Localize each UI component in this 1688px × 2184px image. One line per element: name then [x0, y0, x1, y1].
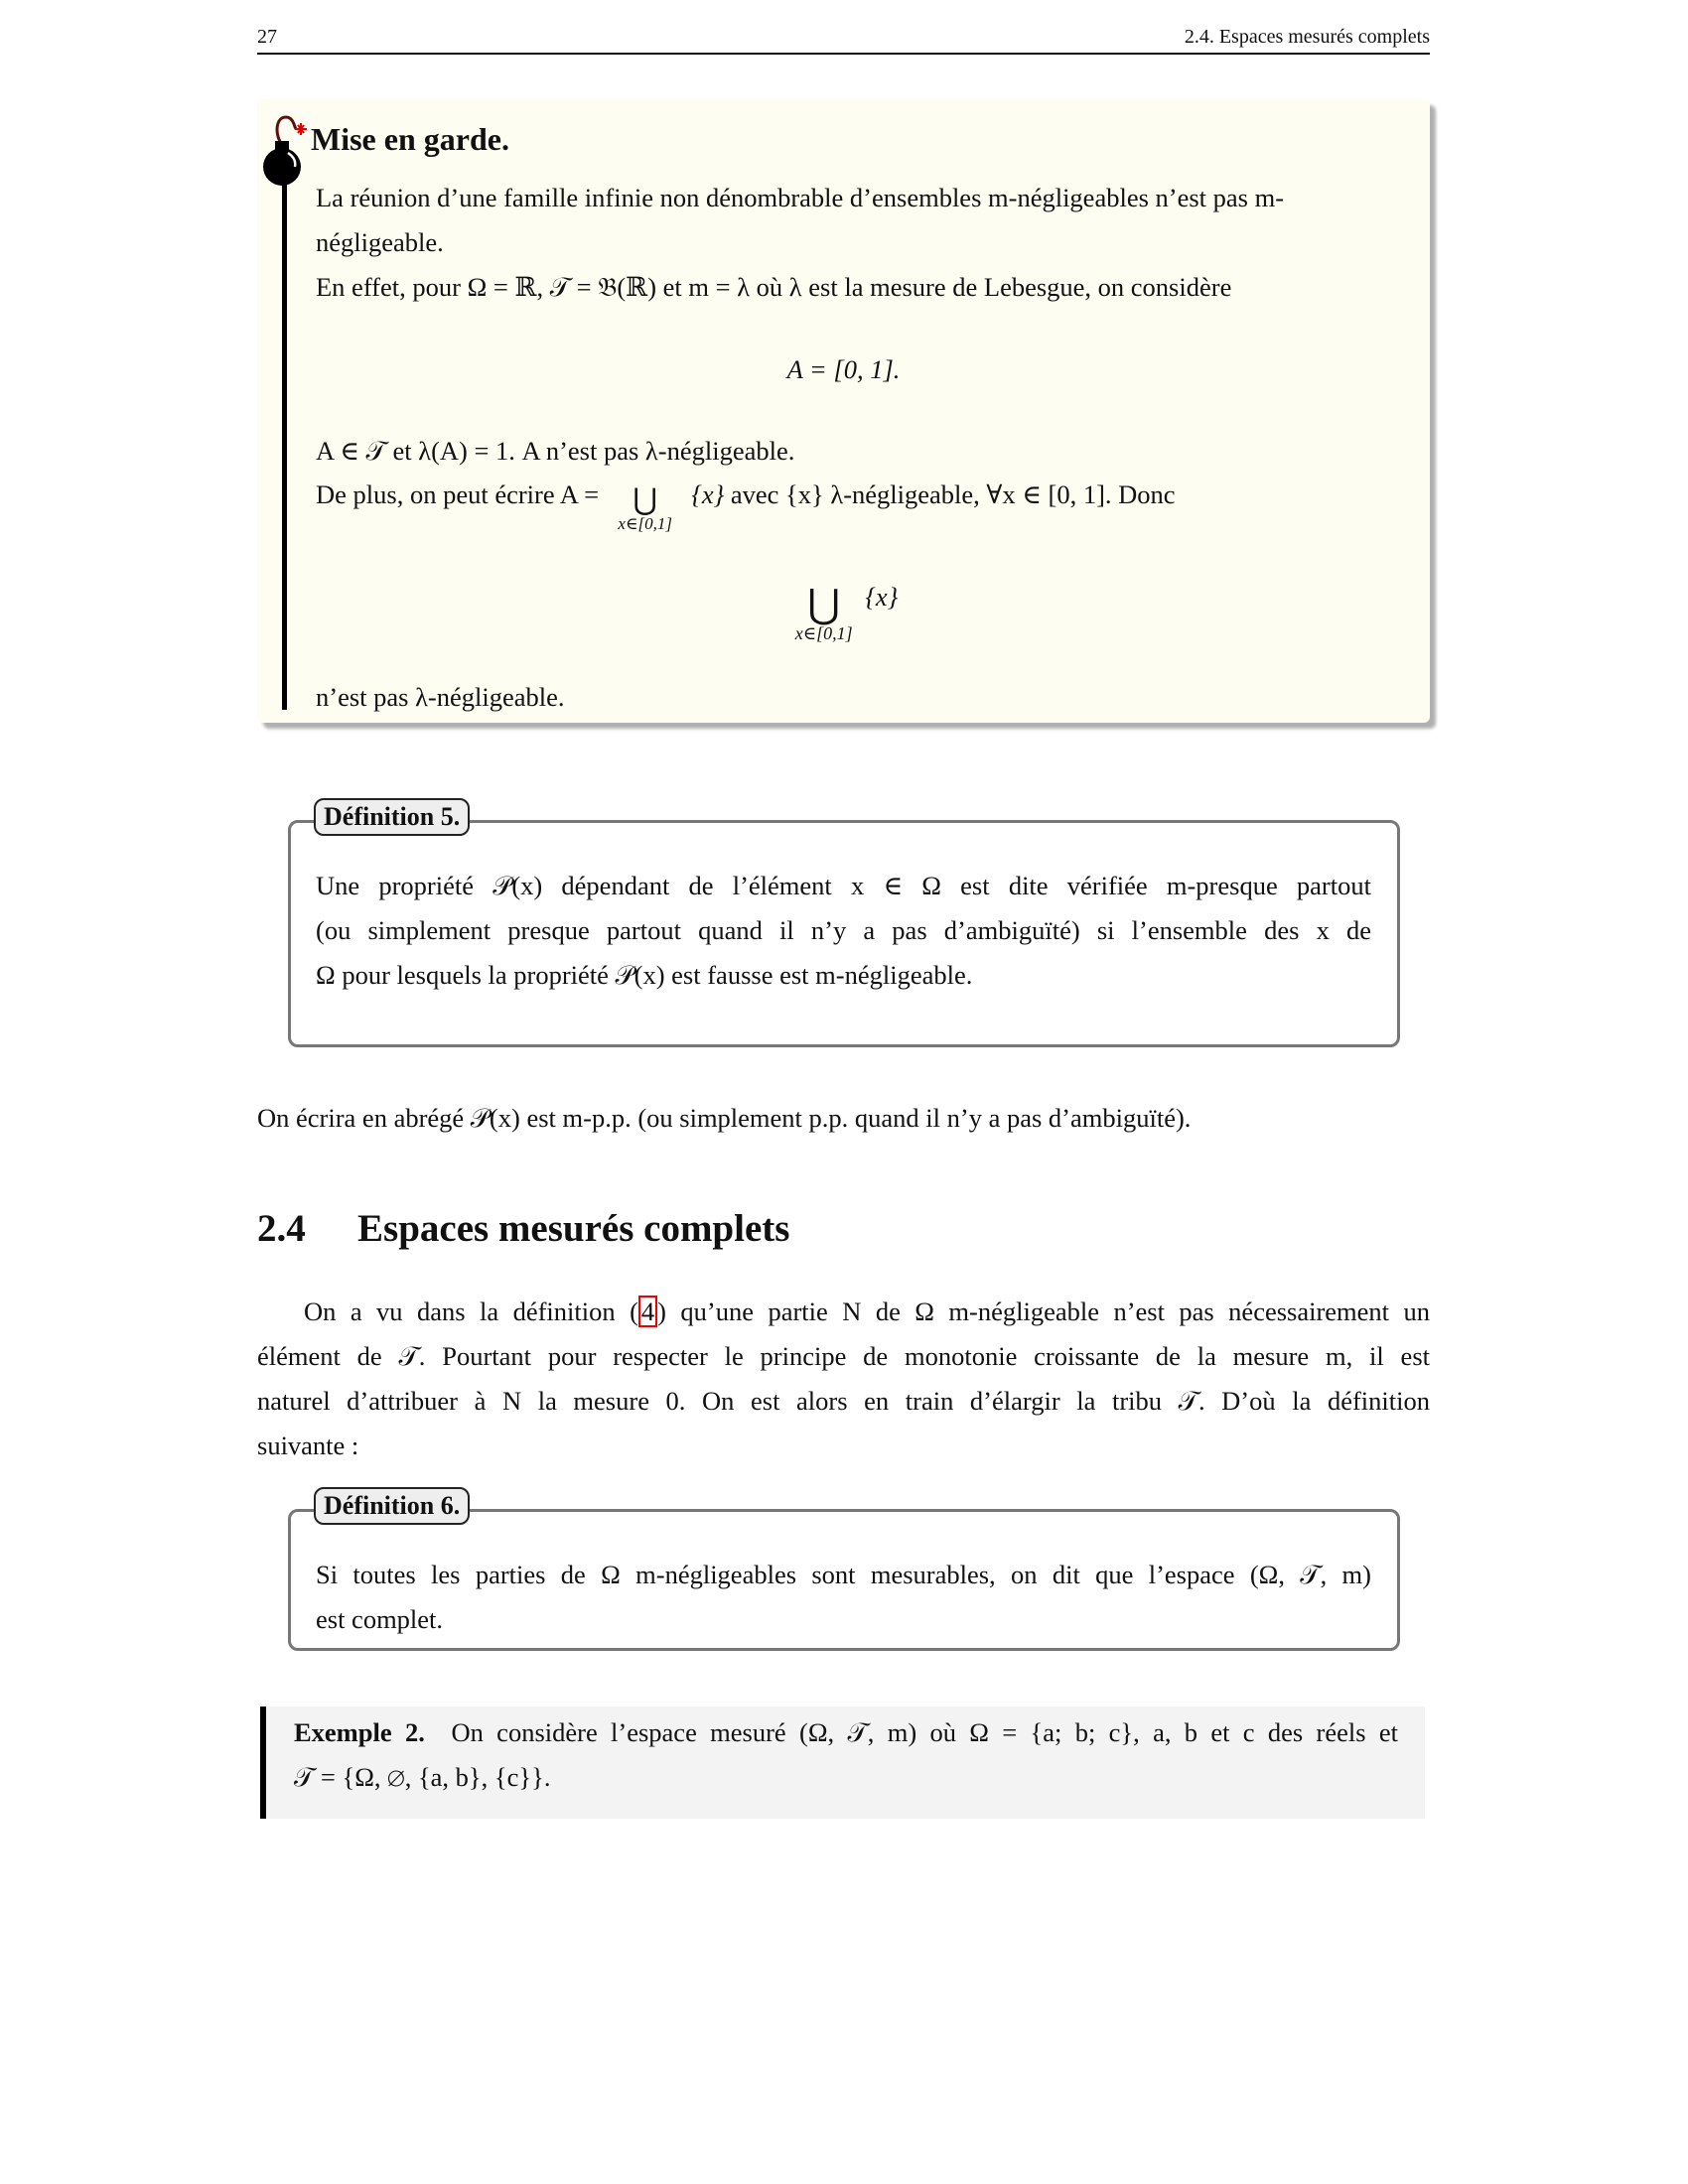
section-title: Espaces mesurés complets [357, 1207, 790, 1250]
union-icon: ⋃ [807, 582, 841, 626]
definition-5-line-1: Une propriété 𝒫(x) dépendant de l’élément x ∈ Ω est dite vérifiée m-presque partout [316, 871, 1371, 900]
union-term: {x} [691, 479, 725, 509]
paragraph-line-2: élément de 𝒯. Pourtant pour respecter le principe de monotonie croissante de la mesure m, il est [257, 1341, 1430, 1371]
page-number: 27 [257, 26, 277, 48]
warning-title: Mise en garde. [311, 121, 509, 157]
running-title: 2.4. Espaces mesurés complets [1184, 26, 1430, 48]
union-icon: ⋃ [633, 482, 657, 516]
union-subscript: x∈[0,1] [794, 623, 853, 643]
warning-line-2: négligeable. [316, 227, 444, 257]
display-union [257, 571, 1430, 643]
header-rule [257, 53, 1430, 55]
paragraph-line-3: naturel d’attribuer à N la mesure 0. On est alors en train d’élargir la tribu 𝒯. D’où la définition [257, 1386, 1430, 1416]
bomb-icon [260, 107, 310, 187]
example-text-1: On considère l’espace mesuré (Ω, 𝒯, m) où Ω = {a; b; c}, a, b et c des réels et [451, 1717, 1399, 1747]
display-union-operator [789, 582, 859, 643]
definition-5-line-3: Ω pour lesquels la propriété 𝒫(x) est fausse est m-négligeable. [316, 960, 973, 990]
example-line-1 [294, 1710, 1398, 1755]
definition-6-label: Définition 6. [314, 1487, 470, 1525]
inline-union [606, 482, 685, 533]
union-subscript: x∈[0,1] [618, 513, 672, 533]
warning-line-5-end: avec {x} λ-négligeable, ∀x ∈ [0, 1]. Donc [730, 479, 1176, 509]
paragraph-line-1-start: On a vu dans la définition ( [304, 1297, 638, 1326]
section-number: 2.4 [257, 1207, 306, 1250]
abbreviation-note: On écrira en abrégé 𝒫(x) est m-p.p. (ou simplement p.p. quand il n’y a pas d’ambiguïté). [257, 1103, 1192, 1133]
definition-5-line-2: (ou simplement presque partout quand il n’y a pas d’ambiguïté) si l’ensemble des x de [316, 915, 1371, 945]
definition-6-line-2: est complet. [316, 1604, 444, 1634]
section-heading [257, 1206, 789, 1251]
example-bar [260, 1706, 266, 1819]
definition-4-link[interactable]: 4 [638, 1296, 657, 1327]
equation-a: A = [0, 1]. [786, 354, 901, 384]
warning-line-5-start: De plus, on peut écrire A = [316, 479, 600, 509]
warning-bar [282, 184, 287, 710]
warning-line-5 [316, 473, 1176, 533]
paragraph-line-1-end: ) qu’une partie N de Ω m-négligeable n’est pas nécessairement un [657, 1297, 1430, 1326]
warning-line-4: A ∈ 𝒯 et λ(A) = 1. A n’est pas λ-négligeable. [316, 436, 795, 466]
definition-5-label: Définition 5. [314, 798, 470, 836]
example-line-2: 𝒯 = {Ω, ∅, {a, b}, {c}}. [294, 1762, 551, 1792]
example-label: Exemple 2. [294, 1717, 425, 1747]
warning-line-6: n’est pas λ-négligeable. [316, 682, 565, 712]
warning-line-1: La réunion d’une famille infinie non dénombrable d’ensembles m-négligeables n’est pas m- [316, 183, 1285, 212]
warning-line-3: En effet, pour Ω = ℝ, 𝒯 = 𝔅(ℝ) et m = λ où λ est la mesure de Lebesgue, on considère [316, 272, 1232, 302]
paragraph-line-1 [304, 1290, 1430, 1334]
paragraph-line-4: suivante : [257, 1431, 359, 1460]
definition-6-line-1: Si toutes les parties de Ω m-négligeables sont mesurables, on dit que l’espace (Ω, 𝒯, m) [316, 1560, 1371, 1589]
union-term: {x} [865, 582, 899, 613]
